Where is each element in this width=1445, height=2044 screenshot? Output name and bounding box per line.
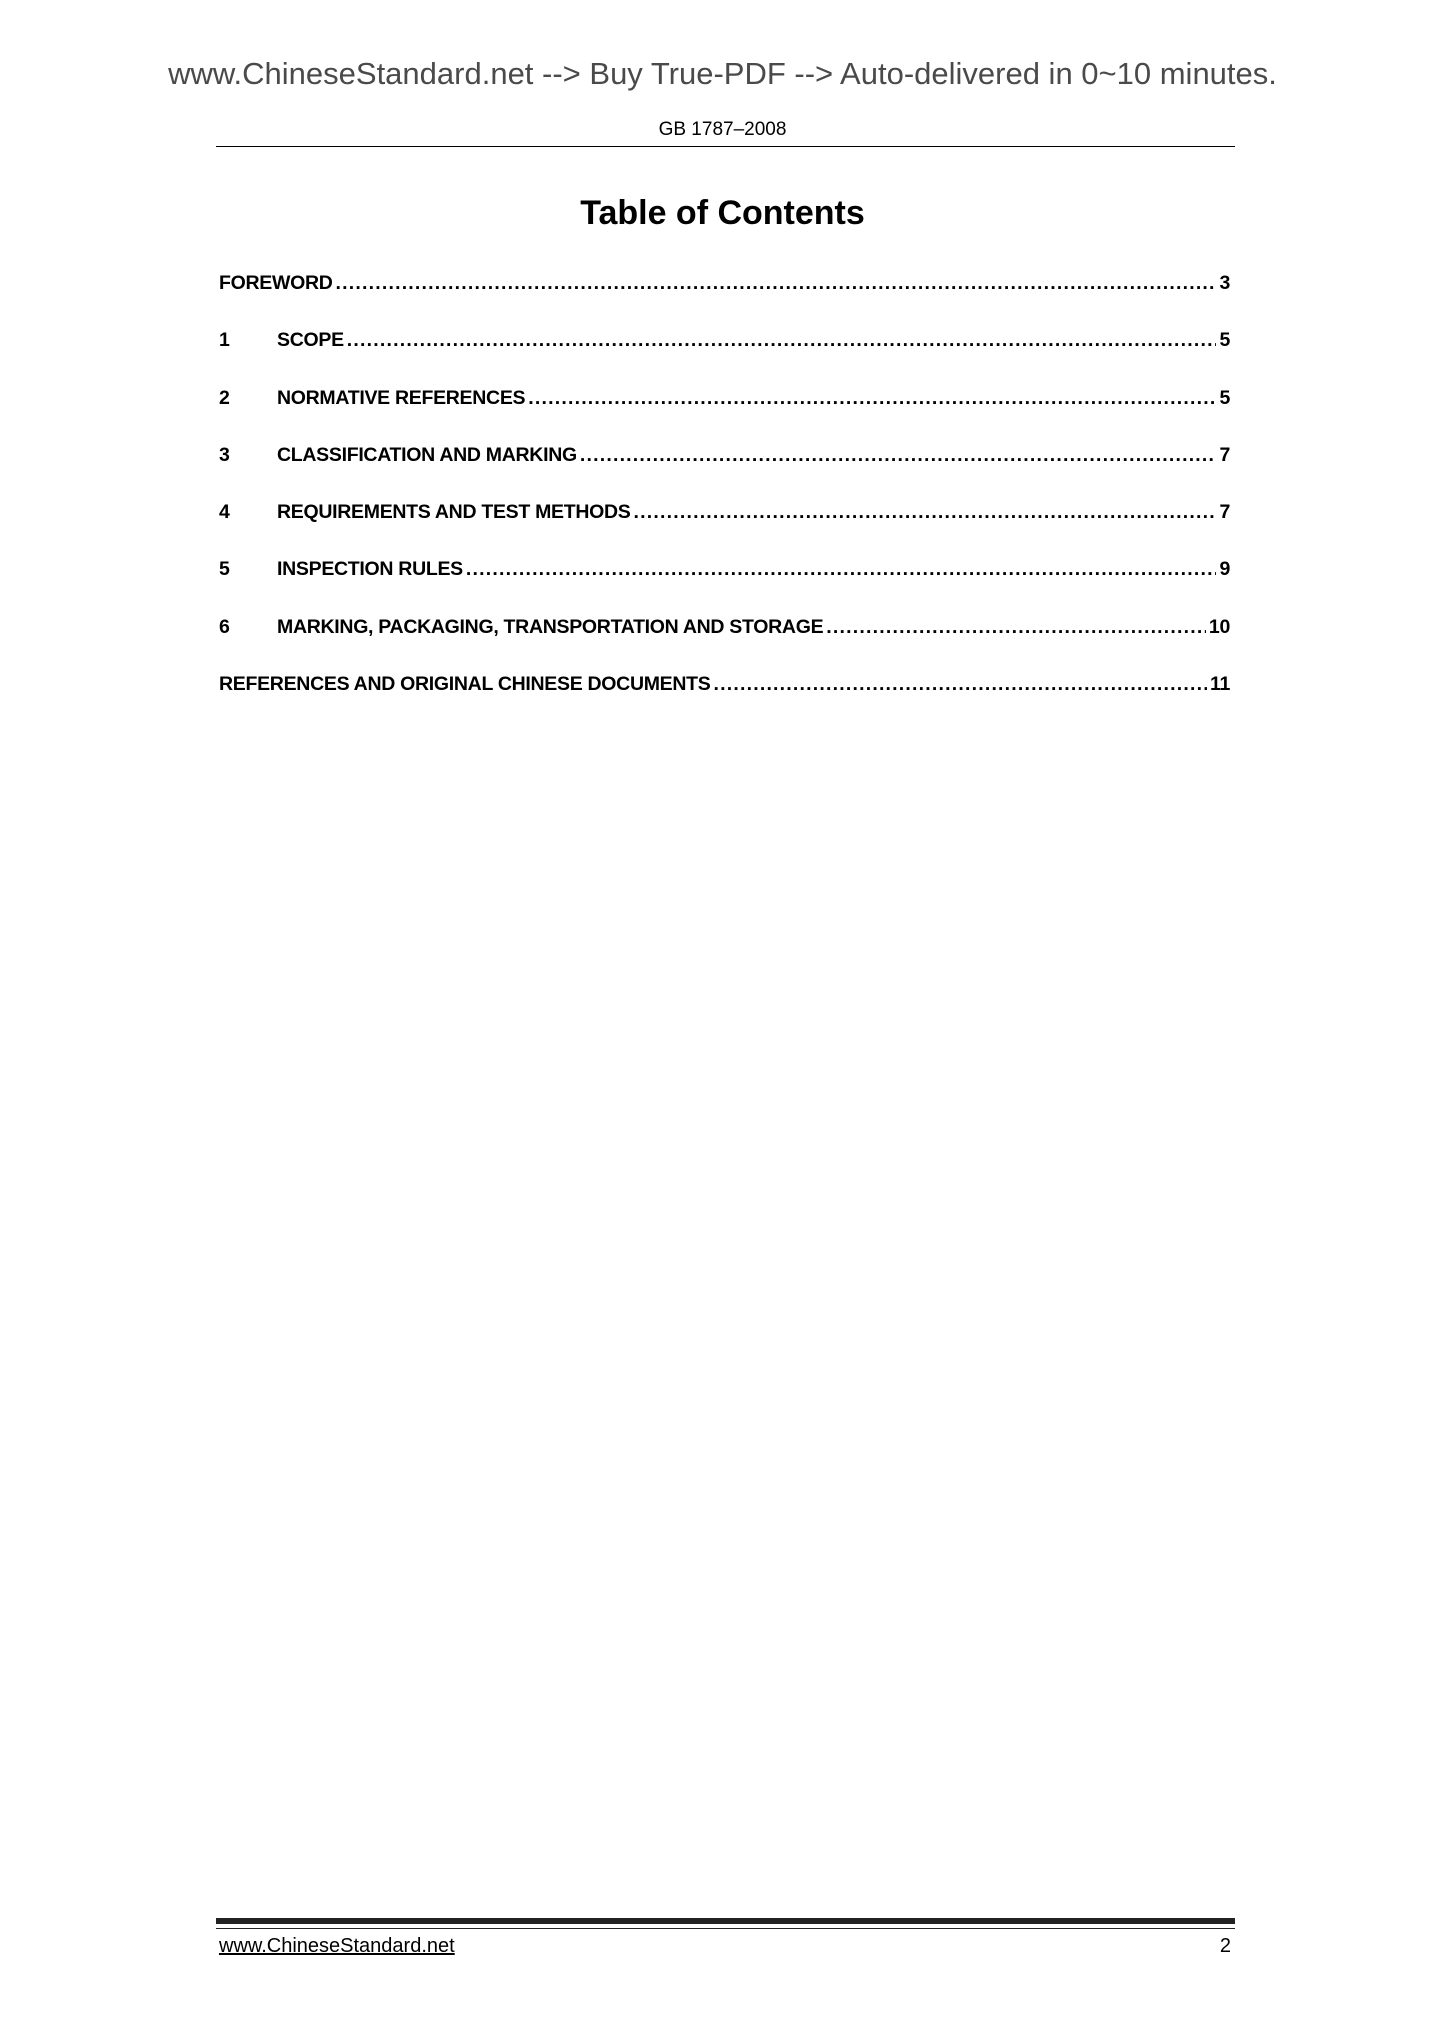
- toc-entry-label: CLASSIFICATION AND MARKING: [277, 443, 577, 466]
- toc-dot-leader: [634, 501, 1217, 524]
- toc-entry-foreword[interactable]: [219, 272, 1230, 329]
- toc-entry-normative-references[interactable]: [219, 387, 1230, 444]
- toc-entry-number: 5: [219, 558, 230, 581]
- toc-dot-leader: [580, 444, 1217, 467]
- toc-dot-leader: [466, 558, 1217, 581]
- header-divider: [216, 146, 1235, 147]
- toc-entry-page: 10: [1208, 615, 1230, 638]
- toc-dot-leader: [336, 272, 1217, 295]
- toc-list: [219, 272, 1230, 730]
- toc-entry-label: MARKING, PACKAGING, TRANSPORTATION AND STORAGE: [277, 615, 824, 638]
- toc-entry-number: 1: [219, 329, 230, 352]
- toc-entry-number: 3: [219, 443, 230, 466]
- toc-entry-page: 5: [1219, 329, 1230, 352]
- footer-divider-thin: [216, 1928, 1235, 1929]
- toc-title: Table of Contents: [580, 194, 865, 232]
- toc-entry-inspection-rules[interactable]: [219, 558, 1230, 615]
- toc-dot-leader: [714, 673, 1207, 696]
- promo-banner: www.ChineseStandard.net --> Buy True-PDF --> Auto-delivered in 0~10 minutes.: [168, 56, 1277, 91]
- toc-entry-number: 6: [219, 615, 230, 638]
- toc-entry-label: REQUIREMENTS AND TEST METHODS: [277, 501, 631, 524]
- toc-entry-classification[interactable]: [219, 444, 1230, 501]
- toc-entry-label: INSPECTION RULES: [277, 558, 463, 581]
- toc-entry-marking-packaging[interactable]: [219, 616, 1230, 673]
- toc-entry-page: 9: [1219, 558, 1230, 581]
- toc-entry-number: 2: [219, 386, 230, 409]
- toc-entry-page: 7: [1219, 501, 1230, 524]
- toc-entry-number: 4: [219, 501, 230, 524]
- toc-entry-requirements[interactable]: [219, 501, 1230, 558]
- toc-dot-leader: [528, 387, 1216, 410]
- toc-entry-page: 11: [1209, 673, 1230, 696]
- toc-entry-label: REFERENCES AND ORIGINAL CHINESE DOCUMENTS: [219, 673, 711, 696]
- toc-entry-page: 3: [1219, 272, 1230, 294]
- toc-entry-label: SCOPE: [277, 329, 344, 352]
- footer-divider-thick: [216, 1918, 1235, 1924]
- toc-entry-page: 7: [1219, 443, 1230, 466]
- toc-entry-references-original[interactable]: [219, 673, 1230, 730]
- toc-dot-leader: [826, 616, 1206, 639]
- toc-entry-scope[interactable]: [219, 329, 1230, 386]
- toc-entry-page: 5: [1219, 386, 1230, 409]
- footer-website-link[interactable]: www.ChineseStandard.net: [219, 1935, 455, 1957]
- page-number: 2: [1219, 1935, 1231, 1957]
- toc-dot-leader: [347, 329, 1217, 352]
- toc-entry-label: FOREWORD: [219, 272, 333, 294]
- toc-entry-label: NORMATIVE REFERENCES: [277, 386, 526, 409]
- standard-code-header: GB 1787–2008: [658, 119, 787, 140]
